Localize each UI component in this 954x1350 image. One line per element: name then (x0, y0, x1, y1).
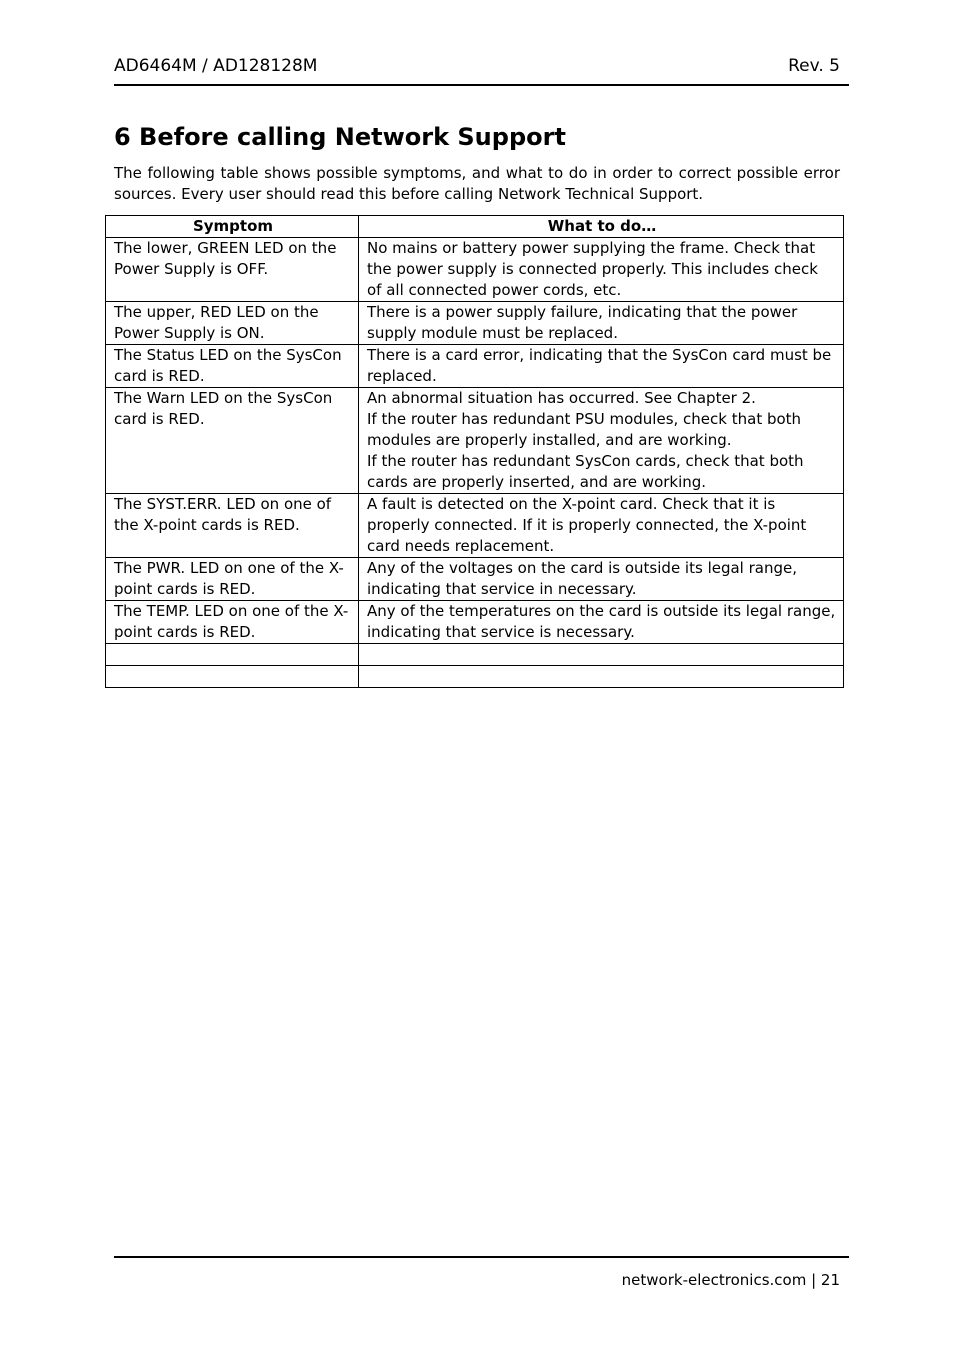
action-text: Any of the temperatures on the card is outside its legal range, indicating that service is necessary. (367, 602, 836, 641)
action-cell (359, 345, 844, 388)
footer-divider (114, 1256, 849, 1258)
table-row (106, 494, 844, 558)
action-cell (359, 388, 844, 494)
table-row (106, 345, 844, 388)
action-cell (359, 558, 844, 601)
table-row (106, 302, 844, 345)
empty-cell (106, 644, 359, 666)
table-row (106, 601, 844, 644)
table-row (106, 388, 844, 494)
action-cell (359, 494, 844, 558)
column-header-symptom: Symptom (106, 216, 359, 238)
action-text: If the router has redundant SysCon cards, check that both cards are properly inserted, and are working. (367, 452, 804, 491)
action-text: There is a card error, indicating that the SysCon card must be replaced. (367, 346, 832, 385)
table-row (106, 238, 844, 302)
empty-table-row (106, 666, 844, 688)
symptom-cell: The PWR. LED on one of the X-point cards is RED. (106, 558, 359, 601)
symptom-cell: The upper, RED LED on the Power Supply is ON. (106, 302, 359, 345)
troubleshooting-table (105, 215, 844, 688)
symptom-cell: The TEMP. LED on one of the X-point cards is RED. (106, 601, 359, 644)
header-divider (114, 84, 849, 86)
symptom-cell: The Status LED on the SysCon card is RED. (106, 345, 359, 388)
empty-cell (106, 666, 359, 688)
action-text: If the router has redundant PSU modules, check that both modules are properly installed, and are working. (367, 410, 802, 449)
action-text: An abnormal situation has occurred. See Chapter 2. (367, 389, 756, 407)
document-model: AD6464M / AD128128M (114, 56, 318, 76)
empty-cell (359, 666, 844, 688)
empty-table-row (106, 644, 844, 666)
symptom-cell: The lower, GREEN LED on the Power Supply is OFF. (106, 238, 359, 302)
action-cell (359, 302, 844, 345)
symptom-cell: The Warn LED on the SysCon card is RED. (106, 388, 359, 494)
column-header-what-to-do: What to do… (359, 216, 844, 238)
action-text: Any of the voltages on the card is outside its legal range, indicating that service in necessary. (367, 559, 797, 598)
action-cell (359, 238, 844, 302)
symptom-cell: The SYST.ERR. LED on one of the X-point cards is RED. (106, 494, 359, 558)
action-cell (359, 601, 844, 644)
page-footer: network-electronics.com | 21 (621, 1271, 840, 1289)
table-row (106, 558, 844, 601)
action-text: A fault is detected on the X-point card. Check that it is properly connected. If it is properly connected, the X-point card needs replacement. (367, 495, 807, 555)
action-text: No mains or battery power supplying the frame. Check that the power supply is connected properly. This includes check of all connected power cords, etc. (367, 239, 818, 299)
page-header (114, 56, 840, 76)
table-header-row (106, 216, 844, 238)
empty-cell (359, 644, 844, 666)
intro-paragraph: The following table shows possible symptoms, and what to do in order to correct possible error sources. Every user should read this before calling Network Technical Support. (114, 164, 840, 203)
section-title: 6 Before calling Network Support (114, 123, 566, 151)
document-revision: Rev. 5 (788, 56, 840, 76)
action-text: There is a power supply failure, indicating that the power supply module must be replaced. (367, 303, 798, 342)
